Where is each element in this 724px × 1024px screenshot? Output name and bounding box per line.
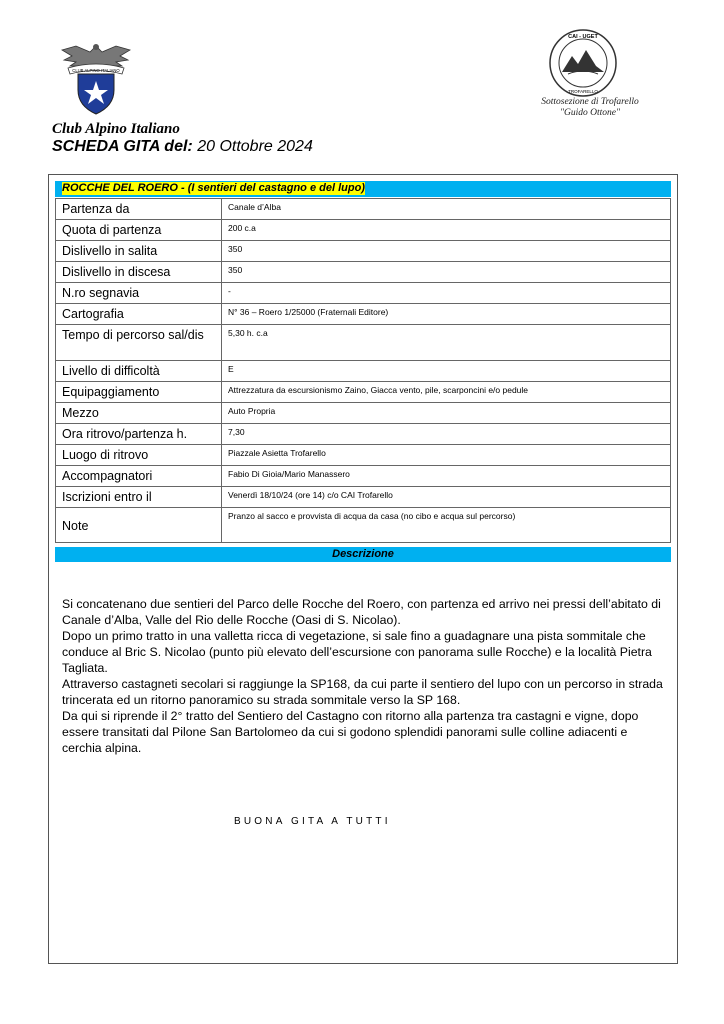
info-value: Fabio Di Gioia/Mario Manassero [222,466,671,487]
info-value: 5,30 h. c.a [222,325,671,361]
info-row [56,403,671,424]
info-label: Iscrizioni entro il [56,487,222,508]
cai-uget-logo [548,28,618,98]
info-label: Livello di difficoltà [56,361,222,382]
info-value: 350 [222,241,671,262]
info-row [56,445,671,466]
subsection-name [520,97,660,119]
info-row [56,325,671,361]
uget-logo-subtext: TROFARELLO [568,89,598,94]
uget-logo-text: CAI - UGET [568,34,598,40]
scheda-gita-heading [52,138,313,156]
cai-logo-text: CLUB ALPINO ITALIANO [72,68,120,73]
info-row [56,262,671,283]
info-label: Luogo di ritrovo [56,445,222,466]
description-paragraph: Da qui si riprende il 2° tratto del Sentiero del Castagno con ritorno alla partenza tra castagni e vigne, dopo essere transitati dal Pilone San Bartolomeo da cui si godono splendidi panorami sulle colline adiacenti e cerchia alpina. [62,709,639,755]
description-text [62,596,670,756]
info-label: Accompagnatori [56,466,222,487]
closing-greeting: BUONA GITA A TUTTI [234,816,391,827]
info-value: - [222,283,671,304]
description-paragraph: Si concatenano due sentieri del Parco delle Rocche del Roero, con partenza ed arrivo nei pressi dell’abitato di Canale d’Alba, Valle del Rio delle Rocche (Oasi di S. Nicolao). [62,597,661,627]
info-row [56,241,671,262]
trip-title: ROCCHE DEL ROERO - (I sentieri del castagno e del lupo) [62,182,365,194]
info-label: Mezzo [56,403,222,424]
info-value: Canale d’Alba [222,199,671,220]
info-value: N° 36 – Roero 1/25000 (Fraternali Editore) [222,304,671,325]
trip-info-table [55,198,671,543]
info-value: Attrezzatura da escursionismo Zaino, Giacca vento, pile, scarponcini e/o pedule [222,382,671,403]
info-label: Dislivello in salita [56,241,222,262]
cai-logo [56,38,136,116]
info-value: Pranzo al sacco e provvista di acqua da casa (no cibo e acqua sul percorso) [222,508,671,543]
info-label: Equipaggiamento [56,382,222,403]
trip-info-body [56,199,671,543]
info-row [56,283,671,304]
description-heading: Descrizione [332,548,394,560]
scheda-label: SCHEDA GITA del: [52,138,193,155]
info-row [56,361,671,382]
info-row [56,424,671,445]
club-name: Club Alpino Italiano [52,121,180,137]
info-label: Ora ritrovo/partenza h. [56,424,222,445]
info-row [56,382,671,403]
info-label: Dislivello in discesa [56,262,222,283]
info-label: Note [56,508,222,543]
info-row [56,466,671,487]
info-value: Auto Propria [222,403,671,424]
info-label: Cartografia [56,304,222,325]
info-row [56,199,671,220]
info-value: 350 [222,262,671,283]
description-paragraph: Attraverso castagneti secolari si raggiunge la SP168, da cui parte il sentiero del lupo con un percorso in strada trincerata ed un ritorno panoramico su strada sommitale verso la SP 168. [62,677,663,707]
info-row [56,487,671,508]
info-label: N.ro segnavia [56,283,222,304]
info-label: Partenza da [56,199,222,220]
info-row [56,220,671,241]
info-row [56,508,671,543]
scheda-date: 20 Ottobre 2024 [192,138,313,155]
info-label: Quota di partenza [56,220,222,241]
info-value: Piazzale Asietta Trofarello [222,445,671,466]
info-row [56,304,671,325]
info-value: Venerdì 18/10/24 (ore 14) c/o CAI Trofarello [222,487,671,508]
info-value: 7,30 [222,424,671,445]
subsection-line-2: "Guido Ottone" [560,108,620,118]
info-value: E [222,361,671,382]
subsection-line-1: Sottosezione di Trofarello [541,97,639,107]
info-label: Tempo di percorso sal/dis [56,325,222,361]
info-value: 200 c.a [222,220,671,241]
description-paragraph: Dopo un primo tratto in una valletta ricca di vegetazione, si sale fino a guadagnare una pista sommitale che conduce al Bric S. Nicolao (punto più elevato dell’escursione con panorama sulle Rocche) e la località Pietra Tagliata. [62,629,652,675]
